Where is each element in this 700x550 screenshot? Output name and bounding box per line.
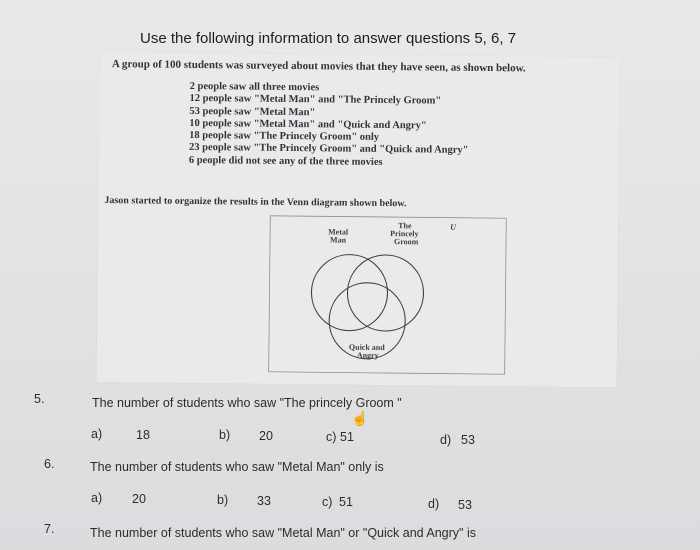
question-5-text: The number of students who saw "The princely Groom " bbox=[92, 396, 402, 410]
question-5-number: 5. bbox=[34, 392, 45, 406]
venn-universe-label: U bbox=[450, 222, 457, 232]
question-5-option-c-value[interactable]: 51 bbox=[340, 430, 354, 444]
question-6-option-d-value[interactable]: 53 bbox=[458, 498, 472, 512]
question-7-number: 7. bbox=[44, 522, 55, 536]
question-5-option-a-value[interactable]: 18 bbox=[136, 428, 150, 442]
survey-panel bbox=[97, 52, 620, 387]
venn-label-quick-1: Quick and bbox=[348, 342, 385, 352]
question-6-option-d-letter: d) bbox=[428, 497, 440, 511]
fact-line: 12 people saw "Metal Man" and "The Princely Groom" bbox=[189, 93, 442, 107]
venn-label-metal-1: Metal bbox=[328, 227, 349, 237]
venn-label-quick-2: Angry bbox=[356, 350, 379, 360]
fact-line: 10 people saw "Metal Man" and "Quick and Angry" bbox=[189, 117, 427, 132]
venn-label-princely-3: Groom bbox=[393, 237, 419, 247]
fact-line: 2 people saw all three movies bbox=[189, 80, 320, 94]
question-5-option-d-value[interactable]: 53 bbox=[461, 433, 475, 447]
survey-intro: A group of 100 students was surveyed about movies that they have seen, as shown below. bbox=[111, 58, 526, 75]
question-6-option-a-letter: a) bbox=[91, 491, 103, 505]
venn-circle-metal-man bbox=[311, 254, 388, 331]
fact-line: 23 people saw "The Princely Groom" and "Quick and Angry" bbox=[188, 142, 469, 157]
fact-line: 53 people saw "Metal Man" bbox=[189, 105, 316, 118]
venn-instruction: Jason started to organize the results in the Venn diagram shown below. bbox=[104, 195, 407, 210]
question-5-option-b-value[interactable]: 20 bbox=[259, 429, 273, 443]
question-7-text: The number of students who saw "Metal Man" or "Quick and Angry" is bbox=[90, 526, 476, 540]
mouse-cursor-icon: ☝ bbox=[351, 410, 369, 426]
fact-line: 6 people did not see any of the three movies bbox=[188, 154, 383, 168]
question-6-option-c-value[interactable]: 51 bbox=[339, 495, 353, 509]
question-5-option-b-letter: b) bbox=[219, 428, 231, 442]
question-5-option-a-letter: a) bbox=[91, 427, 103, 441]
question-6-option-b-letter: b) bbox=[217, 493, 229, 507]
question-6-option-b-value[interactable]: 33 bbox=[257, 494, 271, 508]
instructions-heading: Use the following information to answer questions 5, 6, 7 bbox=[140, 30, 517, 47]
venn-circle-princely-groom bbox=[347, 255, 424, 332]
question-6-option-a-value[interactable]: 20 bbox=[132, 492, 146, 506]
question-6-option-c-letter: c) bbox=[322, 495, 333, 509]
question-6-number: 6. bbox=[44, 457, 55, 471]
fact-line: 18 people saw "The Princely Groom" only bbox=[189, 130, 380, 144]
venn-label-princely-1: The bbox=[398, 221, 412, 231]
survey-facts bbox=[189, 81, 469, 170]
venn-diagram bbox=[267, 214, 509, 377]
question-5-option-d-letter: d) bbox=[440, 433, 452, 447]
question-6-text: The number of students who saw "Metal Man" only is bbox=[90, 460, 384, 474]
question-5-option-c-letter: c) bbox=[326, 430, 337, 444]
venn-label-princely-2: Princely bbox=[390, 229, 419, 239]
venn-label-metal-2: Man bbox=[329, 235, 347, 245]
